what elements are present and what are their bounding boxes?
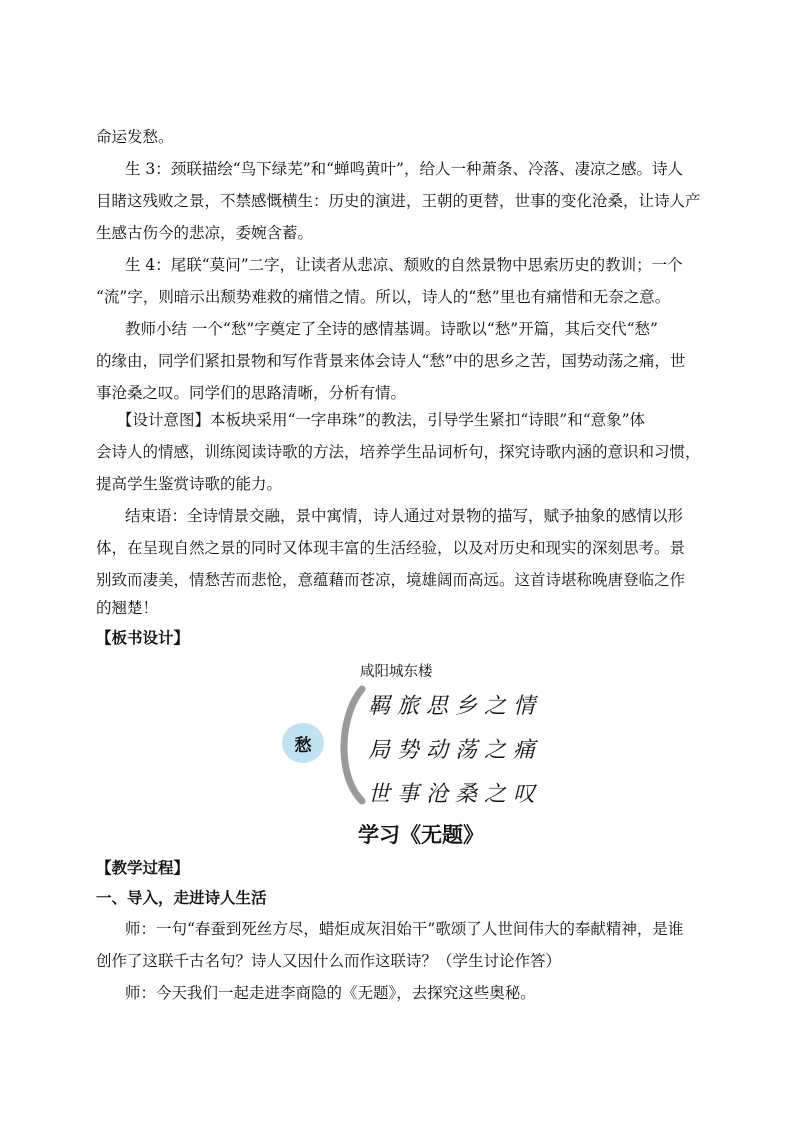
text-line: 提高学生鉴赏诗歌的能力。	[96, 475, 283, 493]
subsection-heading: 一、导入，走进诗人生活	[96, 888, 267, 907]
text-line: “流”字，则暗示出颓势难救的痛惜之情。所以，诗人的“愁”里也有痛惜和无奈之意。	[96, 288, 671, 306]
text-line: 生感古伤今的悲凉，委婉含蓄。	[96, 224, 314, 242]
section-title: 学习《无题》	[358, 823, 484, 847]
text-line: 生 4：尾联“莫问”二字，让读者从悲凉、颓败的自然景物中思索历史的教训；一个	[125, 256, 683, 274]
text-line: 师：一句“春蚕到死丝方尽，蜡炬成灰泪始干”歌颂了人世间伟大的奉献精神，是谁	[125, 920, 684, 938]
board-design-heading: 【板书设计】	[96, 628, 190, 647]
board-center-char: 愁	[282, 723, 324, 763]
text-line: 会诗人的情感，训练阅读诗歌的方法，培养学生品词析句，探究诗歌内涵的意识和习惯，	[96, 443, 701, 461]
text-line: 的缘由，同学们紧扣景物和写作背景来体会诗人“愁”中的思乡之苦，国势动荡之痛，世	[96, 352, 686, 370]
text-line: 结束语：全诗情景交融，景中寓情，诗人通过对景物的描写，赋予抽象的感情以形	[125, 507, 684, 525]
text-line: 命运发愁。	[96, 128, 174, 146]
board-title: 咸阳城东楼	[360, 664, 433, 680]
text-line: 的翘楚！	[96, 599, 159, 617]
teaching-process-heading: 【教学过程】	[96, 858, 190, 877]
text-line: 别致而凄美，情愁苦而悲怆，意蕴藉而苍凉，境雄阔而高远。这首诗堪称晚唐登临之作	[96, 571, 686, 589]
text-line: 事沧桑之叹。同学们的思路清晰，分析有情。	[96, 384, 407, 402]
board-item: 局势动荡之痛	[368, 738, 543, 763]
board-bracket	[330, 685, 370, 805]
board-item: 世事沧桑之叹	[368, 782, 543, 807]
design-intent-line: 【设计意图】本板块采用“一字串珠”的教法，引导学生紧扣“诗眼”和“意象”体	[117, 411, 646, 429]
text-line: 目睹这残败之景，不禁感慨横生：历史的演进，王朝的更替，世事的变化沧桑，让诗人产	[96, 192, 701, 210]
text-line: 体，在呈现自然之景的同时又体现丰富的生活经验，以及对历史和现实的深刻思考。景	[96, 539, 686, 557]
board-item: 羁旅思乡之情	[368, 694, 543, 719]
text-line: 生 3：颈联描绘“鸟下绿芜”和“蝉鸣黄叶”，给人一种萧条、冷落、凄凉之感。诗人	[125, 160, 683, 178]
text-line: 师：今天我们一起走进李商隐的《无题》，去探究这些奥秘。	[125, 984, 536, 1002]
text-line: 创作了这联千古名句？诗人又因什么而作这联诗？（学生讨论作答）	[96, 952, 562, 970]
text-line: 教师小结 一个“愁”字奠定了全诗的感情基调。诗歌以“愁”开篇，其后交代“愁”	[125, 320, 658, 338]
